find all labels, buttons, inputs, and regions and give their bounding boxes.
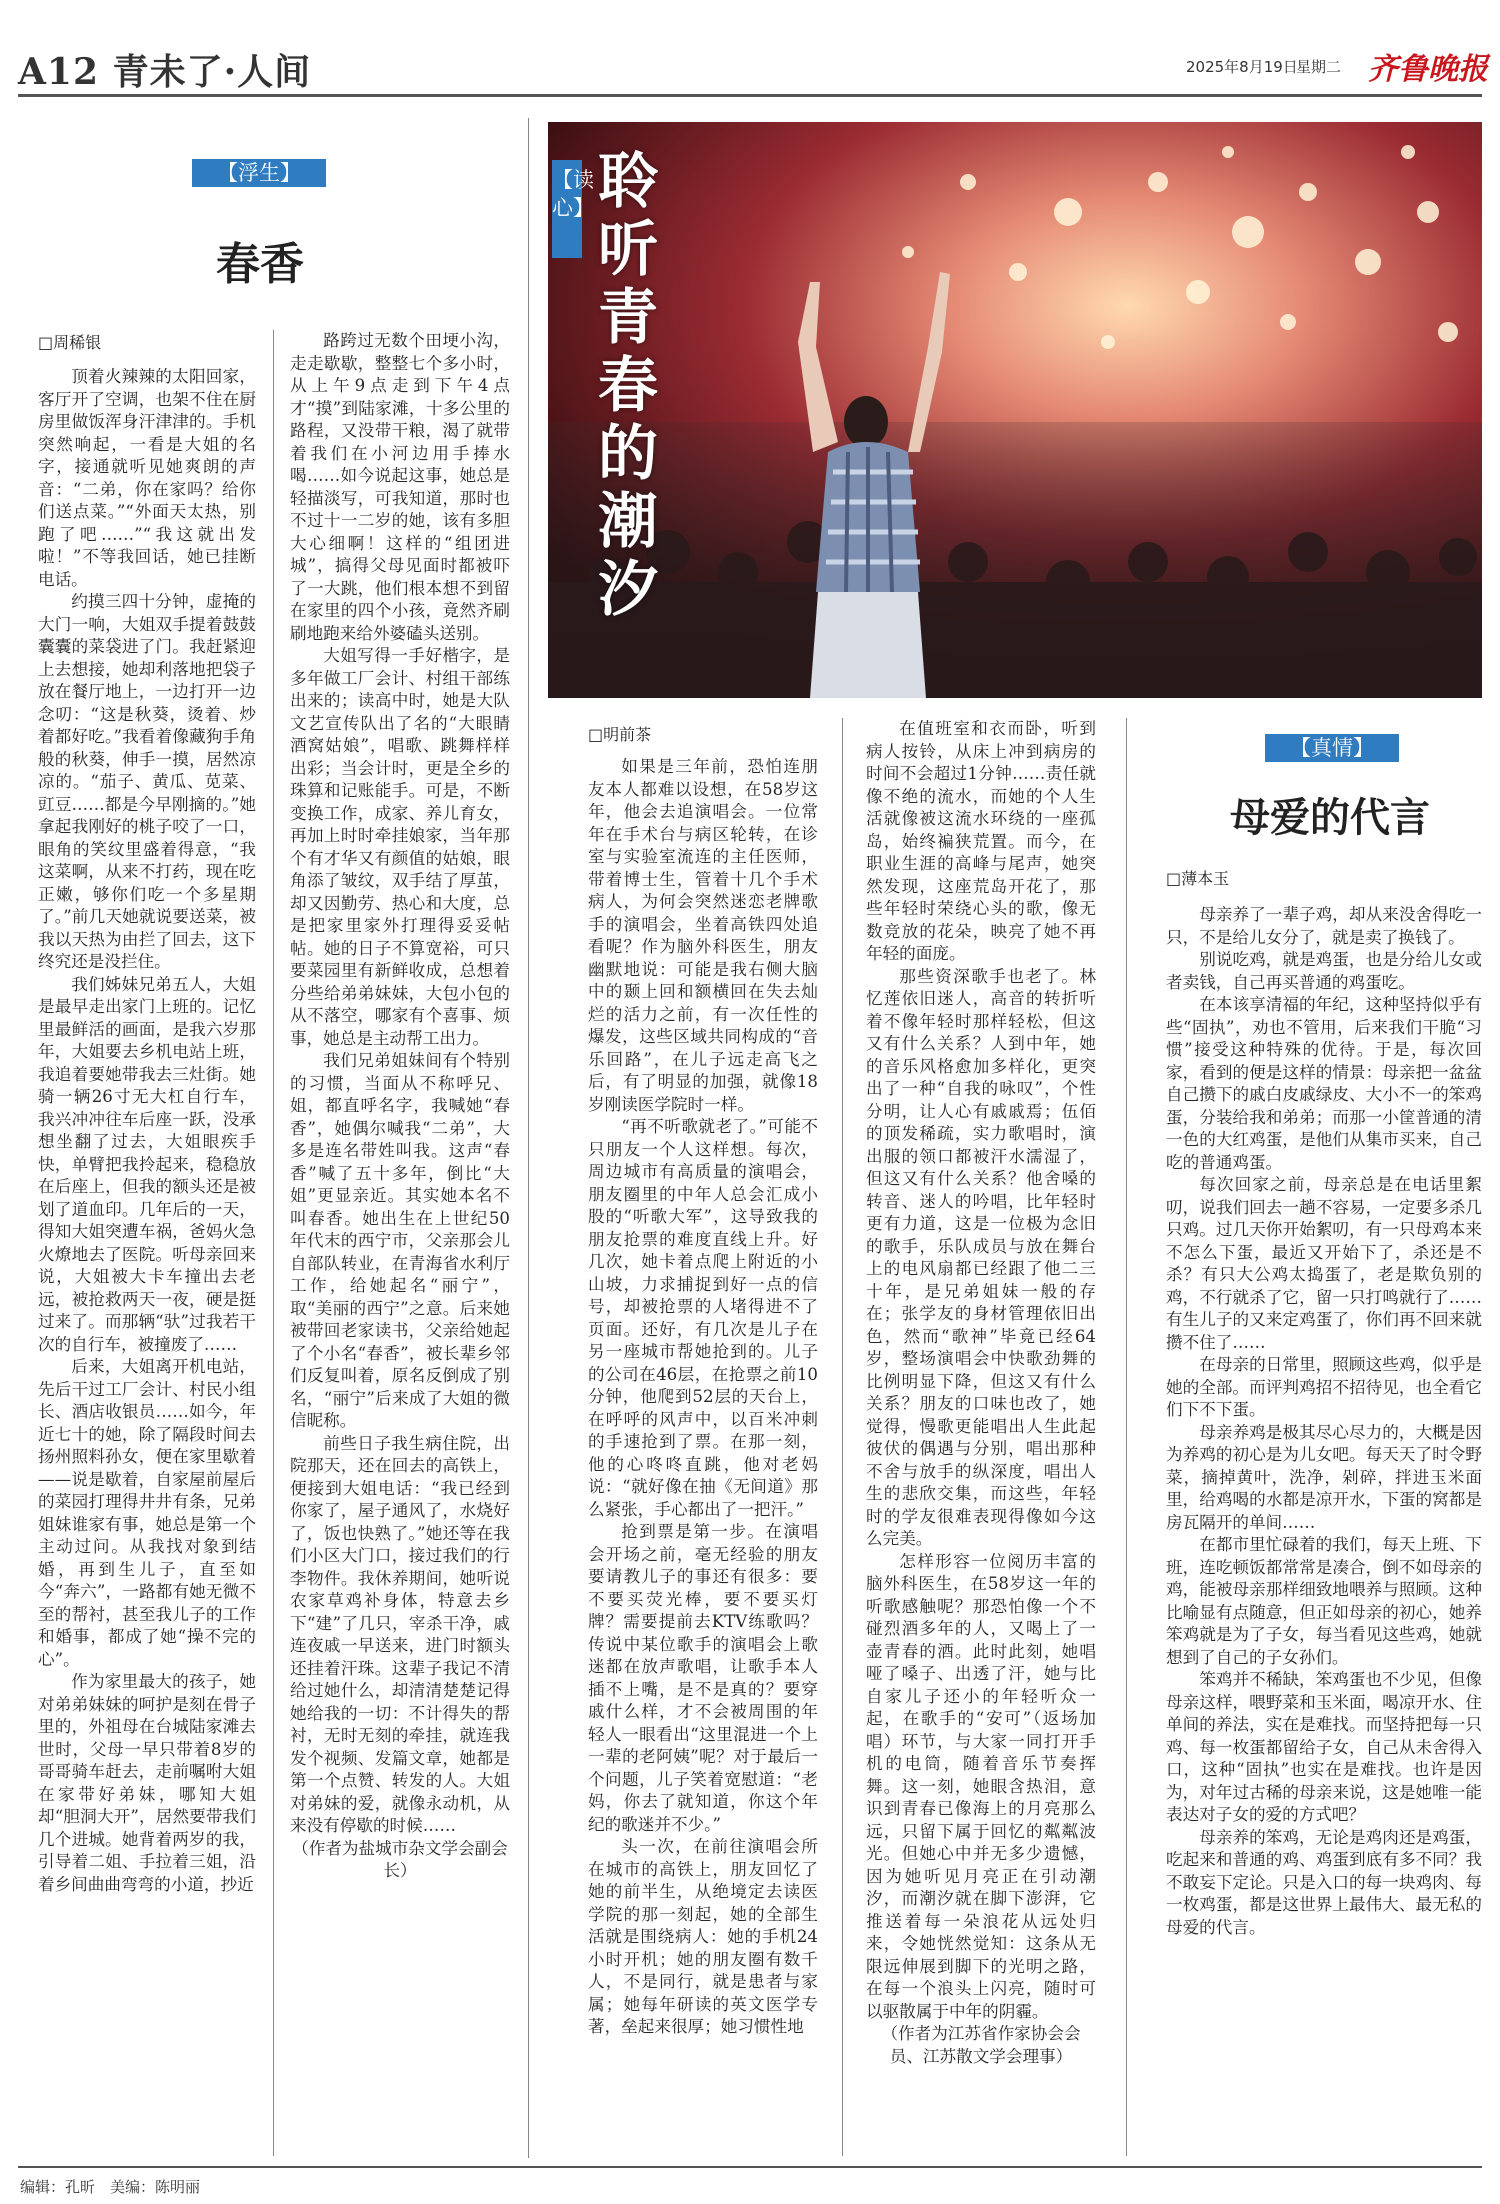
paragraph: “再不听歌就老了。”可能不只朋友一个人这样想。每次，周边城市有高质量的演唱会，朋友圈里的中年人总会汇成小股的“听歌大军”，这导致我的朋友抢票的难度直线上升。好几次，她卡着点爬上附近的小山坡，力求捕捉到好一点的信号，却被抢票的人堵得进不了页面。还好，有几次是儿子在另一座城市帮她抢到的。儿子的公司在46层，在抢票之前10分钟，他爬到52层的天台上，在呼呼的风声中，以百米冲刺的手速抢到了票。在那一刻，他的心咚咚直跳，他对老妈说：“就好像在抽《无间道》那么紧张，手心都出了一把汗。”	[588, 1117, 818, 1519]
concert-crowd-photo	[548, 122, 1482, 698]
paragraph: 怎样形容一位阅历丰富的脑外科医生，在58岁这一年的听歌感触呢？那恐怕像一个不碰烈酒多年的人，又喝上了一壶青春的酒。此时此刻，她唱哑了嗓子、出透了汗，她与比自家儿子还小的年轻听众一起，在歌手的“安可”（返场加唱）环节，与大家一同打开手机的电筒，随着音乐节奏挥舞。这一刻，她眼含热泪，意识到青春已像海上的月亮那么远，只留下属于回忆的粼粼波光。但她心中并无多少遗憾，因为她听见月亮正在引动潮汐，而潮汐就在脚下澎湃，它推送着每一朵浪花从远处归来，令她恍然觉知：这条从无限远伸展到脚下的光明之路，在每一个浪头上闪亮，随时可以驱散属于中年的阴霾。	[866, 1551, 1096, 2021]
column-divider	[842, 718, 843, 2156]
paragraph: 母亲养的笨鸡，无论是鸡肉还是鸡蛋，吃起来和普通的鸡、鸡蛋到底有多不同？我不敢妄下定论。只是入口的每一块鸡肉、每一枚鸡蛋，都是这世界上最伟大、最无私的母爱的代言。	[1166, 1827, 1482, 1937]
column-divider	[1126, 718, 1127, 2156]
paragraph: （作者为盐城市杂文学会副会长）	[292, 1838, 508, 1880]
article-byline-boben: □薄本玉	[1166, 869, 1230, 888]
column-divider	[528, 118, 529, 2158]
paragraph: 笨鸡并不稀缺，笨鸡蛋也不少见，但像母亲这样，喂野菜和玉米面，喝凉开水、住单间的养法，实在是难找。而坚持把每一只鸡、每一枚蛋都留给子女，自己从未舍得入口，这种“固执”也实在是难找。也许是因为，对年过古稀的母亲来说，这是她唯一能表达对子女的爱的方式吧？	[1166, 1670, 1482, 1824]
article-title-muai: 母爱的代言	[1230, 794, 1430, 841]
paragraph: 我们兄弟姐妹间有个特别的习惯，当面从不称呼兄、姐，都直呼名字，我喊她“春香”，她偶尔喊我“二弟”，大多是连名带姓叫我。这声“春香”喊了五十多年，倒比“大姐”更显亲近。其实她本名不叫春香。她出生在上世纪50年代末的西宁市，父亲那会儿自部队转业，在青海省水利厅工作，给她起名“丽宁”，取“美丽的西宁”之意。后来她被带回老家读书，父亲给她起了个小名“春香”，被长辈乡邻们反复叫着，原名反倒成了别名，“丽宁”后来成了大姐的微信昵称。	[290, 1051, 510, 1430]
paragraph: 大姐写得一手好楷字，是多年做工厂会计、村组干部练出来的；读高中时，她是大队文艺宣传队出了名的“大眼睛酒窝姑娘”，唱歌、跳舞样样出彩；当会计时，更是全乡的珠算和记账能手。可是，不断变换工作，成家、养儿育女，再加上时时牵挂娘家，当年那个有才华又有颜值的姑娘，眼角添了皱纹，双手结了厚茧，却又因勤劳、热心和大度，总是把家里家外打理得妥妥帖帖。她的日子不算宽裕，可只要菜园里有新鲜收成，总想着分些给弟弟妹妹，大包小包的从不落空，哪家有个喜事、烦事，她总是主动帮工出力。	[290, 646, 510, 1048]
paragraph: 约摸三四十分钟，虚掩的大门一响，大姐双手提着鼓鼓囊囊的菜袋进了门。我赶紧迎上去想接，她却利落地把袋子放在餐厅地上，一边打开一边念叨：“这是秋葵，烫着、炒着都好吃。”我看着像藏狗手角般的秋葵，伸手一摸，居然凉凉的。“茄子、黄瓜、苋菜、豇豆……都是今早刚摘的。”她拿起我刚好的桃子咬了一口，眼角的笑纹里盛着得意，“我这菜啊，从来不打药，现在吃正嫩，够你们吃一个多星期了。”前几天她就说要送菜，被我以天热为由拦了回去，这下终究还是没拦住。	[38, 592, 256, 971]
paragraph: 在值班室和衣而卧，听到病人按铃，从床上冲到病房的时间不会超过1分钟……责任就像不绝的流水，而她的个人生活就像被这流水环绕的一座孤岛，始终褊狭荒置。而今，在职业生涯的高峰与尾声，她突然发现，这座荒岛开花了，那些年轻时荣绕心头的歌，像无数竞放的花朵，映亮了她不再年轻的面庞。	[866, 719, 1096, 963]
editor-credits: 编辑：孔昕 美编：陈明丽	[20, 2178, 201, 2196]
issue-date: 2025年8月19日	[1186, 58, 1298, 76]
paragraph: 顶着火辣辣的太阳回家，客厅开了空调，也架不住在厨房里做饭浑身汗津津的。手机突然响起，一看是大姐的名字，接通就听见她爽朗的声音：“二弟，你在家吗？给你们送点菜。”“外面天太热，别跑了吧……”“我这就出发啦！”不等我回话，她已挂断电话。	[38, 367, 256, 589]
paragraph: 作为家里最大的孩子，她对弟弟妹妹的呵护是刻在骨子里的，外祖母在台城陆家滩去世时，父母一早只带着8岁的哥哥骑车赶去，走前嘱咐大姐在家带好弟妹，哪知大姐却“胆洞大开”，居然要带我们几个进城。她背着两岁的我，引导着二姐、手拉着三姐，沿着乡间曲曲弯弯的小道，抄近	[38, 1672, 256, 1894]
paragraph: 在本该享清福的年纪，这种坚持似乎有些“固执”，劝也不管用，后来我们干脆“习惯”接受这种特殊的优待。于是，每次回家，看到的便是这样的情景：母亲把一盆盆自己攒下的戚白皮戚绿皮、大小不一的笨鸡蛋，分装给我和弟弟；而那一小筐普通的清一色的大红鸡蛋，是他们从集市买来，自己吃的普通鸡蛋。	[1166, 995, 1482, 1172]
paragraph: 抢到票是第一步。在演唱会开场之前，毫无经验的朋友要请教儿子的事还有很多：要不要买荧光棒，要不要买灯牌？需要提前去KTV练歌吗？传说中某位歌手的演唱会上歌迷都在放声歌唱，让歌手本人插不上嘴，是不是真的？要穿戚什么样，才不会被周围的年轻人一眼看出“这里混进一个上一辈的老阿姨”呢？对于最后一个问题，儿子笑着宽慰道：“老妈，你去了就知道，你这个年纪的歌迷并不少。”	[588, 1522, 818, 1834]
paragraph: 那些资深歌手也老了。林忆莲依旧迷人，高音的转折听着不像年轻时那样轻松，但这又有什么关系？人到中年，她的音乐风格愈加多样化，更突出了一种“自我的咏叹”，个性分明，让人心有戚戚焉；伍佰的顶发稀疏，实力歌唱时，演出服的领口都被汗水濡湿了，但这又有什么关系？他舍嗓的转音、迷人的吟唱，比年轻时更有力道，这是一位极为念旧的歌手，乐队成员与放在舞台上的电风扇都已经跟了他二三十年，是兄弟姐妹一般的存在；张学友的身材管理依旧出色，然而“歌神”毕竟已经64岁，整场演唱会中快歌劲舞的比例明显下降，但这又有什么关系？朋友的口味也改了，她觉得，慢歌更能唱出人生此起彼伏的偶遇与分别，唱出那种不舍与放手的纵深度，唱出人生的悲欣交集，而这些，年轻时的学友很难表现得像如今这么完美。	[866, 966, 1096, 1548]
article1-column-1	[38, 366, 256, 2156]
paragraph: 别说吃鸡，就是鸡蛋，也是分给儿女或者卖钱，自己再买普通的鸡蛋吃。	[1166, 950, 1482, 992]
article-byline-zhouxiyin: □周稀银	[38, 333, 102, 352]
section-tag-fusheng: 【浮生】	[192, 159, 326, 187]
article1-column-2	[290, 330, 510, 2156]
article-byline-mingqiancha: □明前茶	[588, 725, 652, 744]
paragraph: 母亲养鸡是极其尽心尽力的，大概是因为养鸡的初心是为儿女吧。每天天了时令野菜，摘掉黄叶，洗净，剁碎，拌进玉米面里，给鸡喝的水都是凉开水，下蛋的窝都是房瓦隔开的单间……	[1166, 1422, 1482, 1532]
article2-column-1	[588, 756, 818, 2156]
paragraph: 后来，大姐离开机电站，先后干过工厂会计、村民小组长、酒店收银员……如今，年近七十的她，除了隔段时间去扬州照料孙女，便在家里歇着——说是歇着，自家屋前屋后的菜园打理得井井有条，兄弟姐妹谁家有事，她总是第一个主动过问。从我找对象到结婚，再到生儿子，直至如今“奔六”，一路都有她无微不至的帮衬，甚至我儿子的工作和婚事，都成了她“操不完的心”。	[38, 1357, 256, 1669]
paragraph: 我们姊妹兄弟五人，大姐是最早走出家门上班的。记忆里最鲜活的画面，是我六岁那年，大姐要去乡机电站上班，我追着要她带我去三灶街。她骑一辆26寸无大杠自行车，我兴冲冲往车后座一跃，没承想坐翻了过去，大姐眼疾手快，单臂把我拎起来，稳稳放在后座上，但我的额头还是被划了道血印。几年后的一天，得知大姐突遭车祸，爸妈火急火燎地去了医院。听母亲回来说，大姐被大卡车撞出去老远，被抢救两天一夜，硬是挺过来了。而那辆“驮”过我若干次的自行车，被撞废了……	[38, 974, 256, 1354]
section-tag-zhenqing: 【真情】	[1265, 734, 1399, 762]
page-section-title: A12 青未了·人间	[18, 51, 312, 93]
article-title-chunxiang: 春香	[216, 239, 304, 290]
paragraph: （作者为江苏省作家协会会员、江苏散文学会理事）	[881, 2024, 1081, 2066]
article3-column-1	[1166, 904, 1482, 2156]
paragraph: 如果是三年前，恐怕连朋友本人都难以设想，在58岁这年，他会去追演唱会。一位常年在手术台与病区轮转，在诊室与实验室流连的主任医师，带着博士生，管着十几个手术病人，为何会突然迷恋老牌歌手的演唱会，坐着高铁四处追看呢？作为脑外科医生，朋友幽默地说：可能是我右侧大脑中的颞上回和额横回在失去灿烂的活力之前，有一次任性的爆发，这些区域共同构成的“音乐回路”，在儿子远走高飞之后，有了明显的加强，就像18岁刚读医学院时一样。	[588, 757, 818, 1114]
footer-rule	[18, 2166, 1482, 2168]
paragraph: 头一次，在前往演唱会所在城市的高铁上，朋友回忆了她的前半生，从绝境定去读医学院的那一刻起，她的全部生活就是围绕病人：她的手机24小时开机；她的朋友圈有数千人，不是同行，就是患者与家属；她每年研读的英文医学专著，垒起来很厚；她习惯性地	[588, 1837, 818, 2036]
article-title-lingting: 聆听青春的潮汐	[598, 147, 658, 625]
paragraph: 在都市里忙碌着的我们，每天上班、下班，连吃顿饭都常常是凑合，倒不如母亲的鸡，能被母亲那样细致地喂养与照顾。这种比喻显有点随意，但正如母亲的初心，她养笨鸡就是为了子女，每当看见这些鸡，她就想到了自己的子女孙们。	[1166, 1535, 1482, 1667]
paragraph: 在母亲的日常里，照顾这些鸡，似乎是她的全部。而评判鸡招不招待见，也全看它们下不下蛋。	[1166, 1355, 1482, 1419]
concert-illustration	[548, 122, 1482, 698]
paragraph: 每次回家之前，母亲总是在电话里絮叨，说我们回去一趟不容易，一定要多杀几只鸡。过几天你开始絮叨，有一只母鸡本来不怎么下蛋，最近又开始下了，杀还是不杀？有只大公鸡太捣蛋了，老是欺负别的鸡，不行就杀了它，留一只打鸣就行了……有生儿子的又来定鸡蛋了，你们再不回来就攒不住了……	[1166, 1175, 1482, 1352]
article2-column-2	[866, 718, 1096, 2156]
paragraph: 前些日子我生病住院，出院那天，还在回去的高铁上，便接到大姐电话：“我已经到你家了，屋子通风了，水烧好了，饭也快熟了。”她还等在我们小区大门口，接过我们的行李物件。我休养期间，她听说农家草鸡补身体，特意去乡下“建”了几只，宰杀干净，戚连夜戚一早送来，进门时额头还挂着汗珠。这辈子我记不清给过她什么，却清清楚楚记得她给我的一切：不计得失的帮衬，无时无刻的牵挂，就连我发个视频、发篇文章，她都是第一个点赞、转发的人。大姐对弟妹的爱，就像永动机，从来没有停歇的时候……	[290, 1433, 510, 1835]
paragraph: 母亲养了一辈子鸡，却从来没舍得吃一只，不是给儿女分了，就是卖了换钱了。	[1166, 905, 1482, 947]
newspaper-logo: 齐鲁晚报	[1368, 52, 1488, 87]
column-divider	[273, 330, 274, 2156]
header-rule	[18, 94, 1482, 97]
section-tag-duxin: 【读心】	[552, 160, 582, 258]
issue-weekday: 星期二	[1296, 58, 1342, 76]
paragraph: 路跨过无数个田埂小沟，走走歇歇，整整七个多小时，从上午9点走到下午4点才“摸”到陆家滩，十多公里的路程，又没带干粮，渴了就带着我们在小河边用手捧水喝……如今说起这事，她总是轻描淡写，可我知道，那时也不过十一二岁的她，该有多胆大心细啊！这样的“组团进城”，搞得父母见面时都被吓了一大跳，他们根本想不到留在家里的四个小孩，竟然齐刷刷地跑来给外婆磕头送别。	[290, 331, 510, 643]
